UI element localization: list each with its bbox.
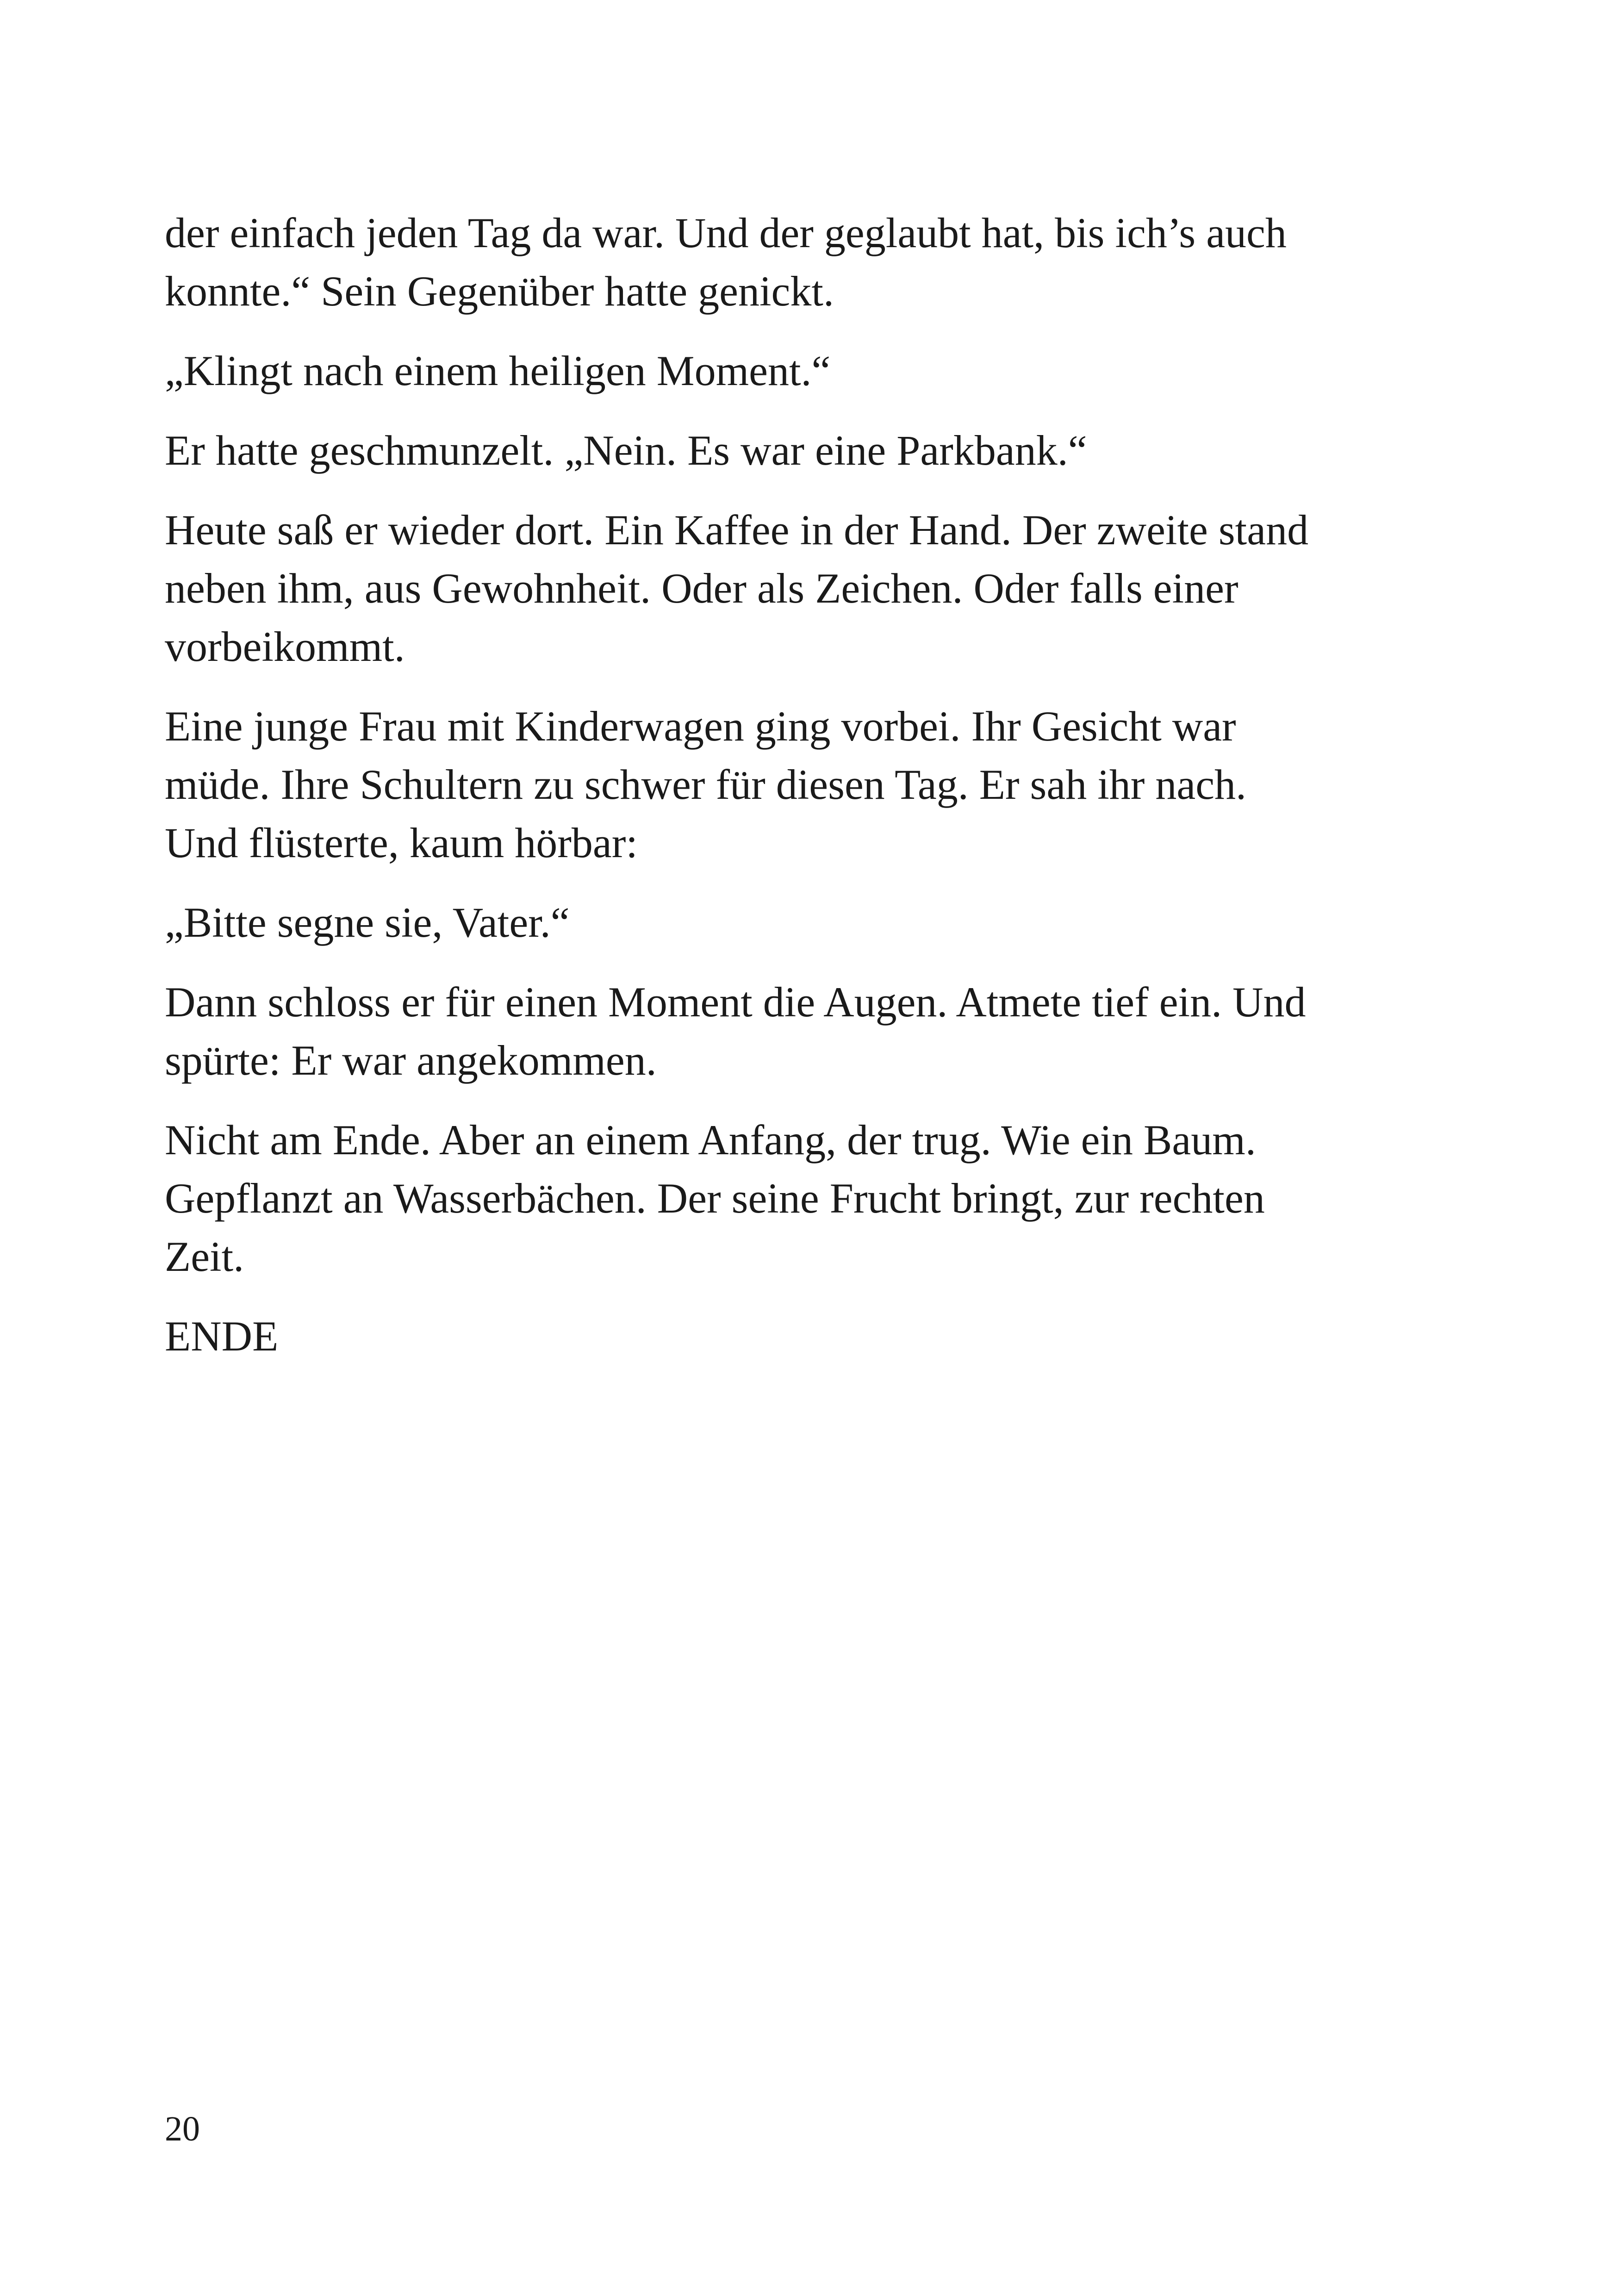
text-line: „Klingt nach einem heiligen Moment.“ [165, 347, 831, 394]
paragraph [165, 1111, 1461, 1286]
text-line: „Bitte segne sie, Vater.“ [165, 899, 570, 946]
paragraph [165, 973, 1461, 1089]
text-line: Und flüsterte, kaum hörbar: [165, 819, 638, 866]
text-line: Eine junge Frau mit Kinderwagen ging vorbei. Ihr Gesicht war [165, 703, 1236, 750]
text-line: Er hatte geschmunzelt. „Nein. Es war eine Parkbank.“ [165, 427, 1087, 474]
text-line: spürte: Er war angekommen. [165, 1037, 657, 1084]
page-number: 20 [165, 2109, 200, 2148]
text-line: ENDE [165, 1313, 279, 1360]
paragraph [165, 697, 1461, 872]
text-line: Heute saß er wieder dort. Ein Kaffee in der Hand. Der zweite stand [165, 506, 1309, 554]
text-line: Gepflanzt an Wasserbächen. Der seine Frucht bringt, zur rechten [165, 1175, 1265, 1222]
body-text [165, 204, 1461, 1387]
end-marker [165, 1307, 1461, 1365]
paragraph [165, 501, 1461, 676]
text-line: konnte.“ Sein Gegenüber hatte genickt. [165, 268, 834, 315]
text-line: müde. Ihre Schultern zu schwer für diesen Tag. Er sah ihr nach. [165, 761, 1247, 808]
paragraph [165, 342, 1461, 400]
paragraph [165, 204, 1461, 320]
paragraph [165, 893, 1461, 952]
text-line: Nicht am Ende. Aber an einem Anfang, der trug. Wie ein Baum. [165, 1116, 1256, 1164]
text-line: Zeit. [165, 1233, 244, 1280]
text-line: neben ihm, aus Gewohnheit. Oder als Zeichen. Oder falls einer [165, 565, 1238, 612]
text-line: Dann schloss er für einen Moment die Augen. Atmete tief ein. Und [165, 978, 1306, 1026]
paragraph [165, 421, 1461, 479]
text-line: der einfach jeden Tag da war. Und der geglaubt hat, bis ich’s auch [165, 209, 1287, 256]
text-line: vorbeikommt. [165, 623, 405, 670]
